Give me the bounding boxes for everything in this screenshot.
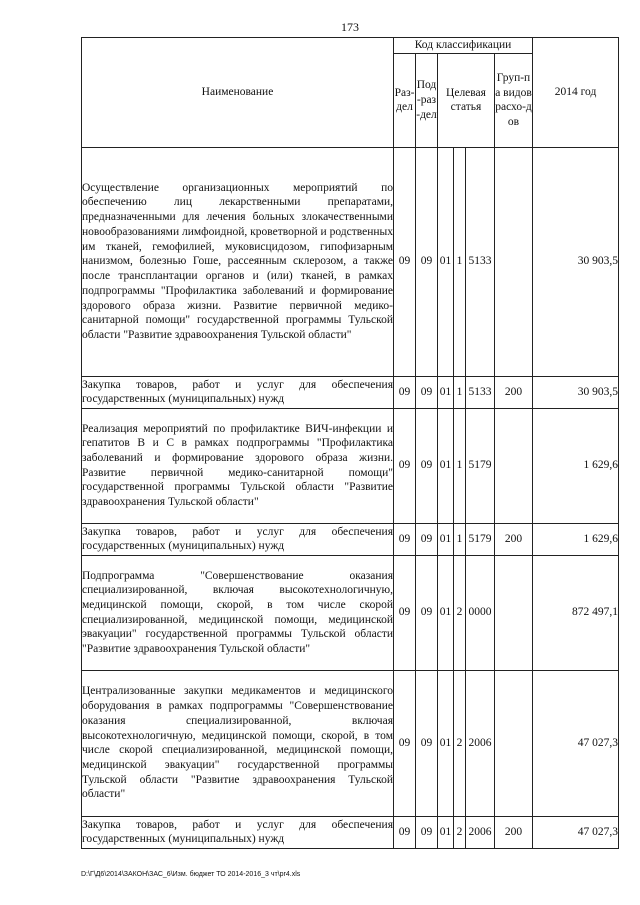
row-amount: 1 629,6 [533, 523, 619, 555]
header-classification: Код классификации [394, 38, 533, 54]
row-article-part1: 01 [438, 147, 454, 376]
row-subsection: 09 [416, 523, 438, 555]
row-description: Закупка товаров, работ и услуг для обеспечения государственных (муниципальных) нужд [82, 376, 394, 408]
row-expense-group [495, 670, 533, 816]
row-article-part1: 01 [438, 376, 454, 408]
row-section: 09 [394, 555, 416, 670]
row-description: Осуществление организационных мероприятий по обеспечению лиц лекарственными препаратами, предназначенными для лечения больных злокачественными новообразованиями лимфоидной, кроветворной и родственных им тканей, гемофилией, муковисцидозом, гипофизарным нанизмом, болезнью Гоше, рассеянным склерозом, а также после трансплантации органов и (или) тканей, в рамках подпрограммы "Профилактика заболеваний и формирование здорового образа жизни. Развитие первичной медико-санитарной помощи" государственной программы Тульской области "Развитие здравоохранения Тульской области" [82, 147, 394, 376]
row-article-part3: 5179 [466, 523, 495, 555]
table-row [82, 523, 619, 555]
row-article-part1: 01 [438, 555, 454, 670]
row-article-part3: 0000 [466, 555, 495, 670]
row-amount: 1 629,6 [533, 408, 619, 523]
row-amount: 47 027,3 [533, 816, 619, 848]
row-subsection: 09 [416, 408, 438, 523]
row-article-part2: 1 [454, 376, 466, 408]
row-amount: 872 497,1 [533, 555, 619, 670]
row-subsection: 09 [416, 670, 438, 816]
row-section: 09 [394, 147, 416, 376]
row-section: 09 [394, 523, 416, 555]
row-description: Закупка товаров, работ и услуг для обеспечения государственных (муниципальных) нужд [82, 816, 394, 848]
row-article-part2: 1 [454, 523, 466, 555]
row-subsection: 09 [416, 376, 438, 408]
row-article-part2: 2 [454, 816, 466, 848]
row-article-part2: 2 [454, 670, 466, 816]
row-article-part2: 1 [454, 147, 466, 376]
page-number: 173 [341, 20, 359, 34]
table-row [82, 408, 619, 523]
row-amount: 30 903,5 [533, 147, 619, 376]
header-expense-group: Груп-па видов расхо-дов [495, 53, 533, 147]
row-description: Подпрограмма "Совершенствование оказания специализированной, включая высокотехнологичную, медицинской помощи, скорой, в том числе скорой специализированной, медицинской помощи, медицинской эвакуации" государственной программы Тульской области "Развитие здравоохранения Тульской области" [82, 555, 394, 670]
table-row [82, 147, 619, 376]
table-row [82, 376, 619, 408]
row-expense-group [495, 555, 533, 670]
budget-table [81, 37, 619, 849]
row-description: Закупка товаров, работ и услуг для обеспечения государственных (муниципальных) нужд [82, 523, 394, 555]
row-expense-group: 200 [495, 523, 533, 555]
row-section: 09 [394, 408, 416, 523]
row-article-part1: 01 [438, 816, 454, 848]
row-article-part3: 5133 [466, 147, 495, 376]
row-article-part1: 01 [438, 408, 454, 523]
row-expense-group: 200 [495, 376, 533, 408]
row-expense-group [495, 408, 533, 523]
row-subsection: 09 [416, 816, 438, 848]
row-description: Централизованные закупки медикаментов и медицинского оборудования в рамках подпрограммы "Совершенствование оказания специализированной, включая высокотехнологичную, медицинской помощи, скорой, в том числе скорой специализированной, медицинской помощи, медицинской эвакуации" государственной программы Тульской области "Развитие здравоохранения Тульской области" [82, 670, 394, 816]
table-row [82, 816, 619, 848]
table-row [82, 670, 619, 816]
row-amount: 30 903,5 [533, 376, 619, 408]
header-name: Наименование [82, 38, 394, 148]
row-article-part3: 5179 [466, 408, 495, 523]
file-path-footer: D:\Г\Д6\2014\ЗАКОН\ЗАС_6\Изм. бюджет ТО 2014-2016_3 чт\pr4.xls [81, 871, 301, 878]
row-subsection: 09 [416, 555, 438, 670]
row-section: 09 [394, 670, 416, 816]
header-subsection: Под-раз-дел [416, 53, 438, 147]
row-expense-group: 200 [495, 816, 533, 848]
row-article-part1: 01 [438, 523, 454, 555]
row-article-part3: 2006 [466, 670, 495, 816]
row-article-part3: 2006 [466, 816, 495, 848]
table-header-row [82, 38, 619, 54]
row-expense-group [495, 147, 533, 376]
row-article-part3: 5133 [466, 376, 495, 408]
row-section: 09 [394, 376, 416, 408]
table-row [82, 555, 619, 670]
row-section: 09 [394, 816, 416, 848]
row-description: Реализация мероприятий по профилактике ВИЧ-инфекции и гепатитов В и С в рамках подпрограммы "Профилактика заболеваний и формирование здорового образа жизни. Развитие первичной медико-санитарной помощи" государственной программы Тульской области "Развитие здравоохранения Тульской области" [82, 408, 394, 523]
row-article-part1: 01 [438, 670, 454, 816]
row-article-part2: 2 [454, 555, 466, 670]
header-section: Раз-дел [394, 53, 416, 147]
row-subsection: 09 [416, 147, 438, 376]
header-target-article: Целевая статья [438, 53, 495, 147]
header-year: 2014 год [533, 38, 619, 148]
row-article-part2: 1 [454, 408, 466, 523]
row-amount: 47 027,3 [533, 670, 619, 816]
